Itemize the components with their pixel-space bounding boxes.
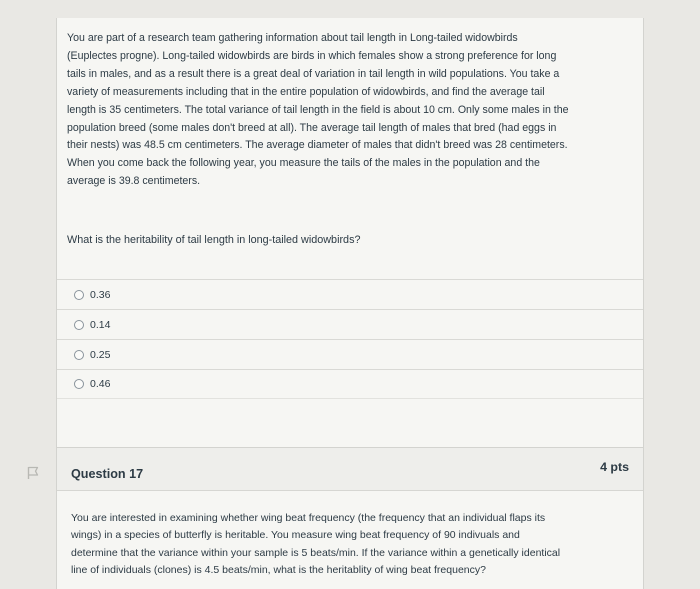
passage-line: tails in males, and as a result there is a great deal of variation in tail length in wild populations. You take a [67,67,560,80]
question-17-text [71,510,637,580]
passage-line: (Euplectes progne). Long-tailed widowbirds are birds in which females show a strong preference for long [67,49,557,62]
question-points: 4 pts [600,460,629,474]
flag-question-icon[interactable] [27,466,40,480]
question-title: Question 17 [71,467,144,481]
question-text-line: wings) in a species of butterfly is heritable. You measure wing beat frequency of 90 indivuals and [71,529,520,542]
answer-option-label: 0.46 [90,378,111,390]
answer-options [57,279,643,399]
radio-button[interactable] [74,379,84,389]
question-16-card [56,18,644,449]
passage-line: population breed (some males don't breed at all). The average tail length of males that bred (had eggs in [67,121,557,134]
question-text-line: You are interested in examining whether wing beat frequency (the frequency that an individual flaps its [71,512,546,524]
question-17-header [57,448,643,491]
answer-option-2[interactable] [57,309,643,339]
passage-line: When you come back the following year, you measure the tails of the males in the population and the [67,157,540,170]
passage-line: length is 35 centimeters. The total variance of tail length in the field is about 10 cm. Only some males in the [67,103,569,116]
answer-option-3[interactable] [57,339,643,369]
answer-option-label: 0.36 [90,288,111,301]
passage-line: average is 39.8 centimeters. [67,175,201,188]
passage-line: You are part of a research team gathering information about tail length in Long-tailed widowbirds [67,32,518,44]
question-16-prompt: What is the heritability of tail length in long-tailed widowbirds? [67,234,361,246]
answer-option-4[interactable] [57,369,643,399]
answer-option-label: 0.25 [90,348,111,361]
answer-option-1[interactable] [57,279,643,309]
question-16-passage [67,30,635,191]
answer-option-label: 0.14 [90,318,111,331]
question-17-card [56,447,644,589]
radio-button[interactable] [74,350,84,360]
question-text-line: determine that the variance within your sample is 5 beats/min. If the variance within a genetically identical [71,546,561,559]
passage-line: variety of measurements including that in the entire population of widowbirds, and find the average tail [67,85,545,98]
radio-button[interactable] [74,320,84,330]
radio-button[interactable] [74,290,84,300]
passage-line: their nests) was 48.5 cm centimeters. The average diameter of males that didn't breed was 28 centimeters. [67,139,568,152]
question-text-line: line of individuals (clones) is 4.5 beats/min, what is the heritablity of wing beat frequency? [71,564,486,577]
